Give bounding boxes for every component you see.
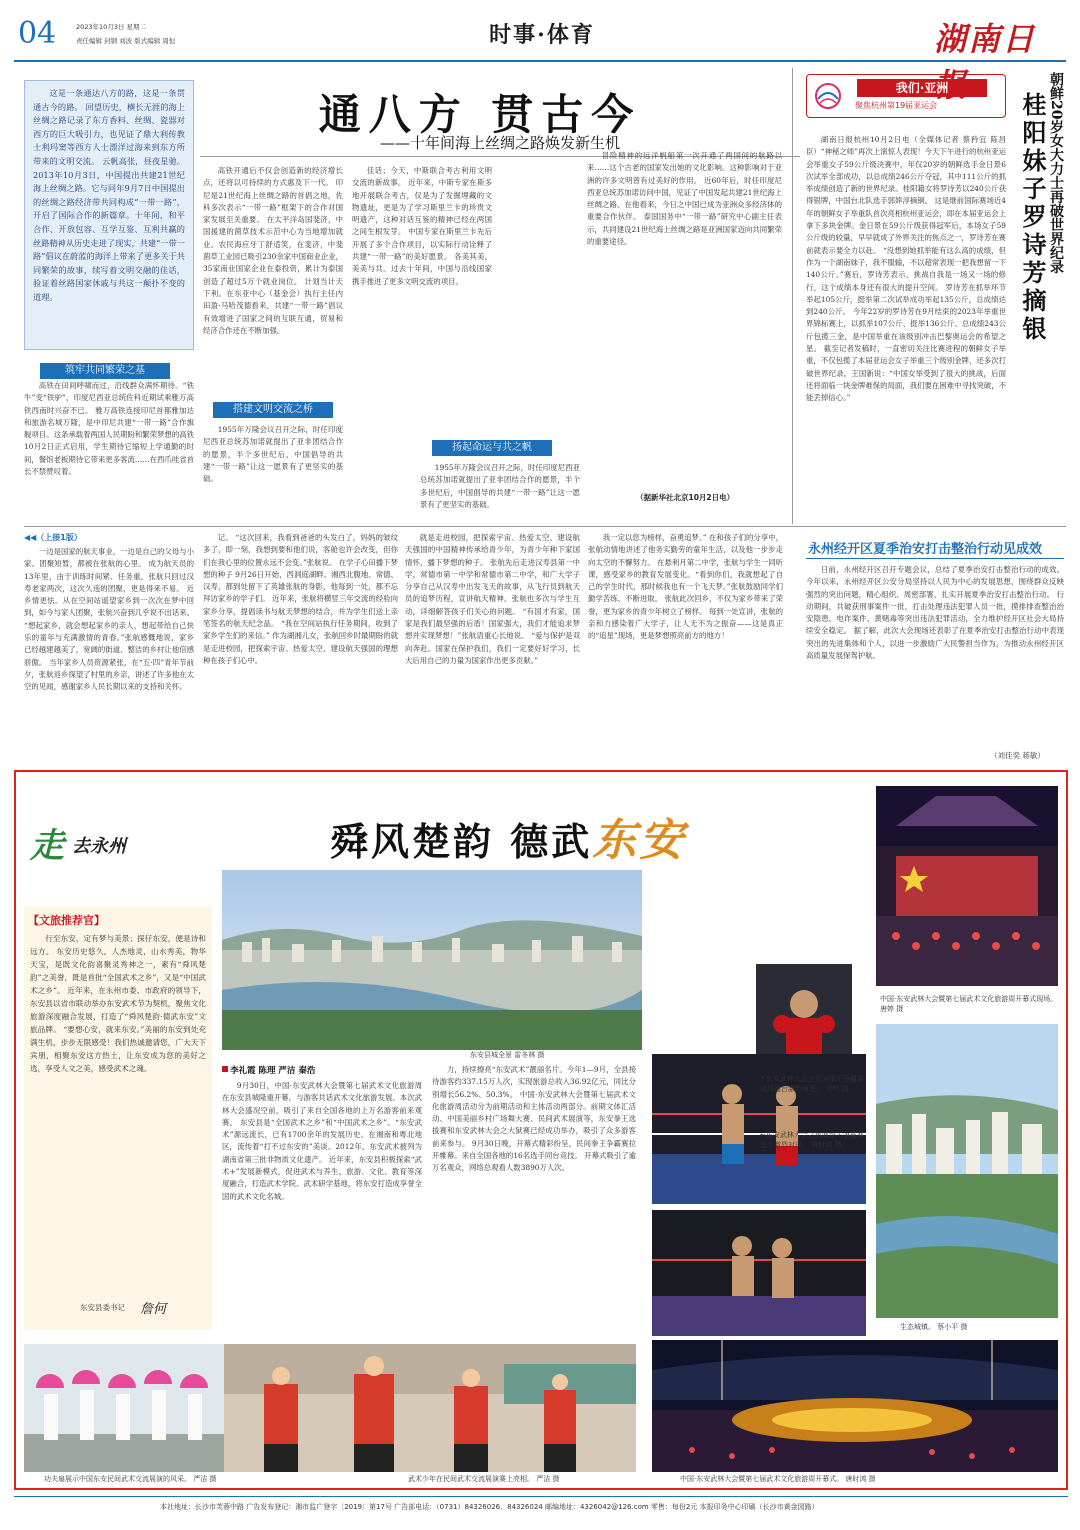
rec-signature: 詹何: [140, 1302, 167, 1317]
silk-col-3: 佳话；今天，中斯联合考古利用文明交流的新故事。 近年来，中斯专家在斯多地开展联合考古，仅是为了发掘埋藏的文物遗址，更是为了学习斯里兰卡的珍贵文明遗产，这种对话互鉴的精神已经在两国之间生根发芽。 中国专家在斯里兰卡先后开展了多个合作项目，以实际行动诠释了共建“一带一路”的美好愿景。 各美其美，美美与共。过去十年间，中国与沿线国家携手推进了更多文明交流的项目。: [352, 166, 492, 286]
masthead-logo: 湖南日: [934, 20, 1037, 58]
photo-night-ceremony: [652, 1340, 1058, 1472]
page-number: 04: [18, 16, 57, 51]
caption-fan-dance: 功夫扇展示中国东安民间武术交流展演的风采。 严洁 摄: [44, 1475, 217, 1483]
silk-col-1: 高铁在田间呼啸而过，沿线群众满怀期待。“铁牛”变“铁驴”，印度尼西亚总统佐科近期试乘雅万高铁西南时兴奋不已。 雅万高铁连接印尼首都雅加达和旅游名城万隆，是中印尼共建“一带一路”合作旗舰项目。这条承载着两国人民期盼和繁荣梦想的高铁10月2日正式启用，学生期待它缩短上学通勤的时间，餐馆老板期待它带来更多客流……在西爪哇省首长不禁赞叹着。: [24, 381, 194, 477]
section-title: 时事·体育: [489, 22, 595, 48]
silk-col-2: 高铁开通后不仅会创造新的经济增长点，还将以可持续的方式惠及下一代。 印尼是21世纪海上丝绸之路的首倡之地，佐科多次表示“一带一路”框架下的合作对国家发展至关重要。 在太平洋岛国斐济，中国援建的菌草技术示范中心为当地增加就业。农民海应牙丁舒适笑，在斐济，中斐菌草工业园已吸引230余家中国商业企业，35家南业国家企业在泰投资，累计为泰国创造了超过5万个就业岗位。 计划当计天下利。在东亚中心（基金会）执行主任内田盈·马哈茂德看来，共建“一带一路”倡议有效增进了国家之间的互联互通，贸易和经济合作还在不断加强。: [203, 166, 343, 335]
caption-night-ceremony: 中国·东安武林大会暨第七届武术文化旅游周开幕式。 唐时鸿 摄: [680, 1475, 876, 1483]
rec-body: 行至东安，定有梦与美景；探仔东安，便是诗和远方。 东安历史悠久，人杰地灵，山水秀美，物华天宝，是既文化韵喜聚灵秀神之一，素有“舜风楚韵”之美誉，既是首批“全国武术之乡”，又是“中国武术之乡”。 近年来，在永州市委、市政府的领导下，东安县以省市联动举办东安武术节为契机，聚焦文化旅游深度融合发展，打造了“舜风楚韵·德武东安”文旅品牌。 “要想心安，就来东安。”美丽的东安到处充满生机，步步无限感受！我们热诚邀请您，广大天下宾朋，相聚东安这方热土，让东安成为您的美好之选，享受人文之美，感受武术之魂。: [30, 934, 206, 1073]
caption-young-martial-artists: 武术少年在民间武术交流展演赛上亮相。 严洁 摄: [408, 1475, 560, 1483]
badge-title: 我们·亚洲: [857, 79, 987, 97]
caption-panorama: 东安县城全景 雷冬林 摄: [470, 1051, 545, 1059]
feature-title-accent: 东安: [592, 815, 687, 866]
athlete-deck: 朝鲜20岁女大力士再破世界纪录: [1048, 72, 1064, 274]
continued-col-3: 就是走进校园，把探索宇宙、热爱太空、建设航天强国的中国精神传承给青少年，为青少年种下家国情怀，播下梦想的种子。 张航先后走进汉寿县第一中学、常德市第一中学和常德市第二中学，和广大学子分享自己从汉寿中出发飞天的故事，从飞行员到航天员的追梦历程，宣讲航天精神。张航也多次与学生互动，详细解答孩子们关心的问题。 “有国才有家，国家是我们最坚强的后盾！国家强大，我们才能追求梦想并实现梦想！”张航语重心长地说。 “爱与保护是双向奔赴。国家在保护我们，我们一定要好好学习，长大后用自己的力量为国家作出更多贡献。”: [405, 533, 580, 665]
caption-fight-1: ↑东安武林大会之民间拳王争霸赛现场擂台激烈角逐。 贺明 摄: [760, 1075, 864, 1093]
yongzhou-credit: （刘佳奕 蒋敏）: [990, 751, 1045, 760]
continued-label: ◀◀（上接1版）: [24, 533, 82, 542]
caption-opening-ceremony: 中国·东安武林大会暨第七届武术文化旅游周开幕式现场。 唐婷 摄: [880, 995, 1058, 1013]
silk-headline: 通八方 贯古今: [318, 90, 642, 139]
feature-title-main: 舜风楚韵 德武: [330, 819, 593, 864]
photo-fan-dance: [24, 1344, 224, 1472]
feature-col-1: 9月30日，中国·东安武林大会暨第七届武术文化旅游周在东安县城隆重开幕，与游客共话武术文化旅游发展。本次武林大会盛况空前，吸引了来自全国各地的上万名游客前来观赛。 东安县是“全国武术之乡”和“中国武术之乡”。“东安武术”源远流长，已有1700余年的发展历史。在湘南和粤北地区，流传着“打不过东安的”美谈。2012年，东安武术被列为湖南省第三批非物质文化遗产。 近年来，东安县积极探索“武术+”发展新模式，促进武术与养生、旅游、文化、教育等深度融合，打造武术学院、武术研学基地，将东安打造成享誉全国的武术文化名城。: [222, 1081, 422, 1201]
silk-credit: （据新华社北京10月2日电）: [636, 493, 735, 502]
divider-right-column: [792, 68, 793, 524]
footer-info: 本社地址：长沙市芙蓉中路 广告发布登记：湘市监广登字〔2019〕第17号 广告部电话：（0731）84326026、84326024 邮编地址：4326042@126.com 零售：每份2元 本报印务中心印刷（长沙市黄金园路）: [160, 1503, 819, 1511]
silk-intro-box: [24, 80, 194, 350]
photo-boxing-match-2: [652, 1210, 866, 1336]
photo-boxer-round: [756, 964, 852, 1060]
badge-subtitle: 聚焦杭州第19届亚运会: [855, 101, 938, 110]
page-header: [14, 10, 1066, 66]
upper-divider: [24, 526, 1066, 527]
yongzhou-title: 永州经开区夏季治安打击整治行动见成效: [808, 542, 1043, 557]
athlete-headline: 桂阳妹子罗诗芳摘银: [1018, 92, 1047, 344]
subhead-destiny: 扬起命运与共之帆: [432, 440, 552, 456]
yongzhou-rule: [806, 558, 1064, 559]
photo-opening-ceremony: [876, 786, 1058, 986]
silk-subtitle: ——十年间海上丝绸之路焕发新生机: [379, 134, 620, 152]
byline-marker-icon: [222, 1066, 228, 1072]
series-logo-brush: 走: [30, 826, 64, 866]
caption-fight-2: ←东安武林大会之民间拳王争霸赛选手激烈对决。 唐时鸿 摄: [760, 1131, 864, 1149]
header-rule: [14, 60, 1066, 62]
asian-games-badge: [806, 74, 1006, 118]
feature-byline: 李礼霞 陈理 严洁 秦浩: [230, 1066, 316, 1076]
rec-signature-label: 东安县委书记: [80, 1303, 125, 1312]
editor-info: 责任编辑 封钢 刘波 版式编辑 周恒: [76, 37, 176, 45]
athlete-body: 湖南日报杭州10月2日电（全媒体记者 蔡矜宜 陈昌臣）“神秘之师”再次上演惊人表现！今天下午进行的杭州亚运会举重女子59公斤级决赛中，年仅20岁的朝鲜选手金日景6次试举全部成功，以总成绩246公斤夺冠，其中111公斤的抓举成绩创造了新的世界纪录。桂阳籍女将罗诗芳以240公斤获得银牌，中国台北队选手郭婞淳摘铜。 这是继前国际赛场近4年的朝鲜女子举重队首次亮相杭州亚运会，即在本届亚运会上拿下多块金牌。金日景在59公斤级获得冠军后，本场女子59公斤级的较量，早早就成了外界关注的焦点之一，罗诗芳在赛前就表示要全力以赴。 “没想到她抓举能有这么高的成绩，但作为一个湖南妹子，我不服输，不以超常表现一把我想留一下140公斤。”赛后，罗诗芳表示，挑战自我是一场又一场的修行，这个成绩本身还有很大的提升空间。 罗诗芳在抓举环节举起105公斤，挺举第二次试举成功举起135公斤，总成绩达到240公斤。 今年22岁的罗诗芳在9月结束的2023年举重世界锦标赛上，以抓举107公斤、挺举136公斤、总成绩243公斤包揽三金，是中国举重在该级别冲击巴黎奥运会的希望之星。 截至记者发稿时，一直密切关注比赛进程的朝鲜女子举重，不仅包揽了本届亚运会女子举重三个级别金牌，还多次打破世界纪录。王国新说：“中国女举受到了很大的挑战，后面还将面临一块金牌难保的局面，我们要在困难中寻找突破，不能丢掉信心。”: [806, 135, 1006, 403]
silk-col-3b: 1955年万隆会议召开之际，时任印度尼西亚总统苏加诺就提出了亚非团结合作的愿景，半个多世纪后，中国倡导的共建“一带一路”让这一愿景有了更坚实的基础。: [420, 463, 580, 509]
silk-col-4: 冒险精神的远洋帆船第一次开通了两国间的航路以来……这个古老的国家发出她的文化影响。这种影响对于亚洲的许多文明曾有过美好的作用。 近60年后，时任印度尼西亚总统苏加诺访问中国，见证了中国发起共建21世纪海上丝绸之路。在他看来，今日之中国已成为亚洲众多经济体的重要合作伙伴。 泰国国务中“一带一路”研究中心副主任表示，共同建设21世纪海上丝绸之路是亚洲国家迈向共同繁荣的重要途径。: [587, 151, 782, 247]
continued-col-4: 我一定以您为榜样，奋勇追梦。” 在和孩子们的分享中，张航动情地讲述了他务实勤劳的童年生活，以及他一步步走向太空的不懈努力。 在悬利月第二中学，张航与学生一同听课，感受家乡的教育发展变化。“看到你们，我就想起了自己的学生时代，那时候我也有一个飞天梦。”张航鼓励同学们勤学苦练、不断进取。 张航此次回乡，不仅为家乡带来了荣誉，更为家乡的青少年树立了榜样。 每到一处宣讲，张航的亲和力感染着广大学子，让人无不为之振奋——这是真正的“追星”现场，更是梦想照亮前方的地方！: [588, 533, 783, 641]
continued-col-2: 记。 “这次回来，我看到爸爸的头发白了，妈妈的皱纹多了，即一刻，我想到要和他们说，客舱也许会改变，但你们在我心里的位置永远不会变。”张航说。 在学子心田播下梦想的种子 9月26日开始，西洞庭湖畔、湘西北腹地、常德、汉寿，都到处留下了英雄张航的身影，他每到一处，都不忘拜访家乡的学子们。 近年来，张航将横竖三年交流的经验向家乡分享，提倡读书与航天梦想的结合，并为学生们送上亲笔签名的航天纪念品。 “我在空间站执行任务期间，收到了家乡学生们的来信。” 作为湖湘儿女，张航回乡时最期盼的就是走进校园，把探索宇宙、热爱太空、建设航天强国的理想种在孩子们心中。: [203, 533, 398, 665]
asian-games-logo-icon: [813, 81, 843, 111]
series-logo: [30, 818, 200, 868]
silk-intro-text: 这是一条通达八方的路，这是一条贯通古今的路。 回望历史，横长无涯的海上丝绸之路记录了东方香料、丝绸、瓷器对西方的巨大吸引力，也见证了鼎大利传教士利玛窦等西方人士漂洋过海来到东方所带来的文明交流。 云帆高张，昼夜星驰。2013年10月3日，中国提出共建21世纪海上丝绸之路。它与同年9月7日中国提出的丝绸之路经济带共同构成“一带一路”，开启了国际合作的新篇章。十年间，和平合作、开放包容、互学互鉴、互利共赢的丝路精神从历史走进了现实，共建“一带一路”倡议在蔚蓝的海洋上带来了更多关于共同繁荣的故事，续写着文明交融的佳话，验证着丝路国家休戚与共这一颠扑不变的道理。: [33, 88, 185, 302]
photo-young-martial-artists: [224, 1344, 636, 1472]
series-logo-text: 去永州: [72, 836, 126, 857]
footer-rule: [14, 1496, 1068, 1497]
subhead-civilization: 搭建文明交流之桥: [213, 402, 333, 418]
subhead-prosperity: 筑牢共同繁荣之基: [40, 363, 170, 379]
continued-col-1: 一边是国家的航天事业，一边是自己的父母与小家。团聚短暂，都被在张航的心里。 成为航天员的13年里，由于训练时间紧、任务重，张航只回过汉寿老家两次，这次久违的团聚，更是得来不易。 近乡情更怯。从在空间站遥望家乡到一次次在梦中回到，如今与家人团聚，张航兴奋到几乎说不出话来。 “想起家乡，就会想起家乡的亲人，想起带给自己快乐的童年与充满激情的青春。”张航感慨地说，家乡已经越建越美了，宽阔的街道、整洁的乡村让他倍感骄傲。 当年家乡人员资源紧张，在“五·四”青年节前夕，张航返乡探望了村里的乡亲，讲述了许多他在太空的见闻，感谢家乡人民长期以来的支持和关怀。: [24, 547, 195, 692]
rec-label: 【文旅推荐官】: [28, 914, 105, 927]
issue-date: 2023年10月3日 星期二: [76, 23, 147, 31]
yongzhou-body: 日前，永州经开区召开专题会议，总结了夏季治安打击整治行动的成效。今年以来，永州经开区公安分局坚持以人民为中心的发展思想，围绕群众反映强烈的突出问题，精心组织、周密部署，扎实开展夏季治安打击整治行动。 行动期间，共破获刑事案件一批，打击处理违法犯罪人员一批，摸排排查整治治安隐患、电诈案件、黄赌毒等突出违法犯罪活动，全力维护经开区社会大局持续安全稳定。 据了解，此次大会现场还表彰了在夏季治安打击整治行动中表现突出的先进集体和个人，以进一步激励广大民警担当作为，为推动永州经开区高质量发展保驾护航。: [806, 565, 1064, 661]
caption-eco-town: 生态城镇。 蔡小平 摄: [900, 1323, 968, 1331]
silk-col-2b: 1955年万隆会议召开之际，时任印度尼西亚总统苏加诺就提出了亚非团结合作的愿景，半个多世纪后，中国倡导的共建“一带一路”让这一愿景有了更坚实的基础。: [203, 425, 343, 484]
feature-title: [330, 804, 770, 864]
photo-county-panorama: [222, 870, 642, 1050]
feature-col-2: 力，持续擦亮“东安武术”靓丽名片。今年1—9月，全县接待游客约337.15万人次，实现旅游总收入36.92亿元，同比分别增长56.2%、50.3%。 中国·东安武林大会暨第七届武术文化旅游周活动分为前期活动和主体活动两部分。前期文体汇活动、中国美丽乡村广场舞大赛、民间武术展演等，东安拳王选拔赛和东安武林大会之大狱赛已经成功举办，吸引了众多游客前来参与。 9月30日晚，开幕式精彩纷呈，民间拳王争霸赛拉开帷幕。来自全国各地的16名选手同台竞技。 开幕式吸引了逾万名观众，网络总观看人数3890万人次。: [432, 1065, 636, 1173]
photo-eco-town: [876, 1024, 1058, 1318]
